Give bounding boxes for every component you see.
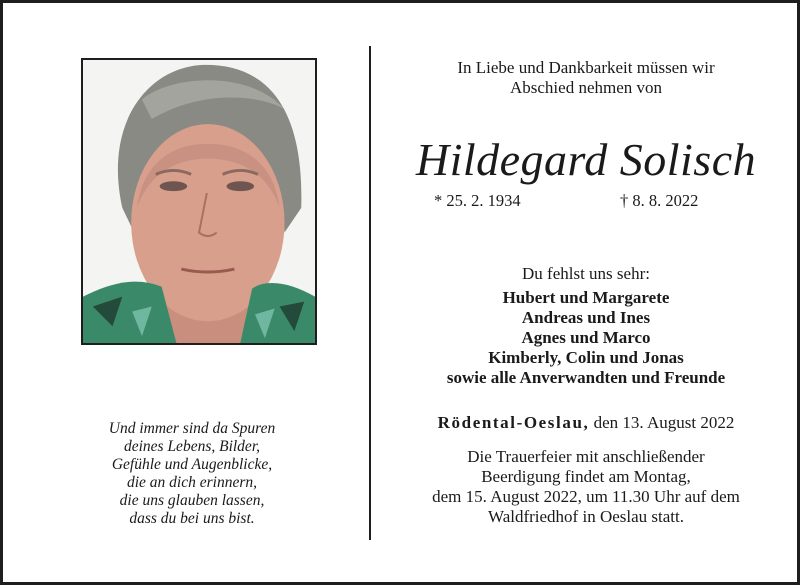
poem	[40, 420, 344, 528]
miss-line: Du fehlst uns sehr:	[522, 264, 650, 283]
intro-line: In Liebe und Dankbarkeit müssen wir	[457, 58, 715, 77]
deceased-name: Hildegard Solisch	[415, 134, 757, 185]
death-date: † 8. 8. 2022	[620, 191, 699, 210]
birth-date: * 25. 2. 1934	[434, 191, 521, 210]
poem-line: Und immer sind da Spuren	[108, 420, 276, 437]
family-line: Kimberly, Colin und Jonas	[488, 348, 684, 367]
service-line: dem 15. August 2022, um 11.30 Uhr auf dem	[432, 487, 740, 506]
service-line: Die Trauerfeier mit anschließender	[467, 447, 705, 466]
place-town: Rödental-Oeslau,	[437, 413, 590, 432]
poem-line: deines Lebens, Bilder,	[123, 438, 261, 455]
intro-line: Abschied nehmen von	[509, 78, 663, 97]
family-line: sowie alle Anverwandten und Freunde	[446, 368, 726, 387]
intro-text	[372, 58, 800, 98]
service-line: Beerdigung findet am Montag,	[481, 467, 691, 486]
service-info	[372, 447, 800, 527]
vertical-divider	[369, 46, 371, 540]
family-line: Hubert und Margarete	[502, 288, 670, 307]
family-line: Andreas und Ines	[521, 308, 651, 327]
place-date-line	[372, 413, 800, 433]
poem-line: Gefühle und Augenblicke,	[111, 456, 273, 473]
family-line: Agnes und Marco	[521, 328, 651, 347]
place-date: den 13. August 2022	[589, 413, 735, 432]
poem-line: die an dich erinnern,	[126, 474, 257, 491]
portrait-photo	[81, 58, 317, 345]
service-line: Waldfriedhof in Oeslau statt.	[488, 507, 684, 526]
family-list	[372, 288, 800, 388]
poem-line: die uns glauben lassen,	[119, 492, 265, 509]
poem-line: dass du bei uns bist.	[129, 510, 255, 527]
